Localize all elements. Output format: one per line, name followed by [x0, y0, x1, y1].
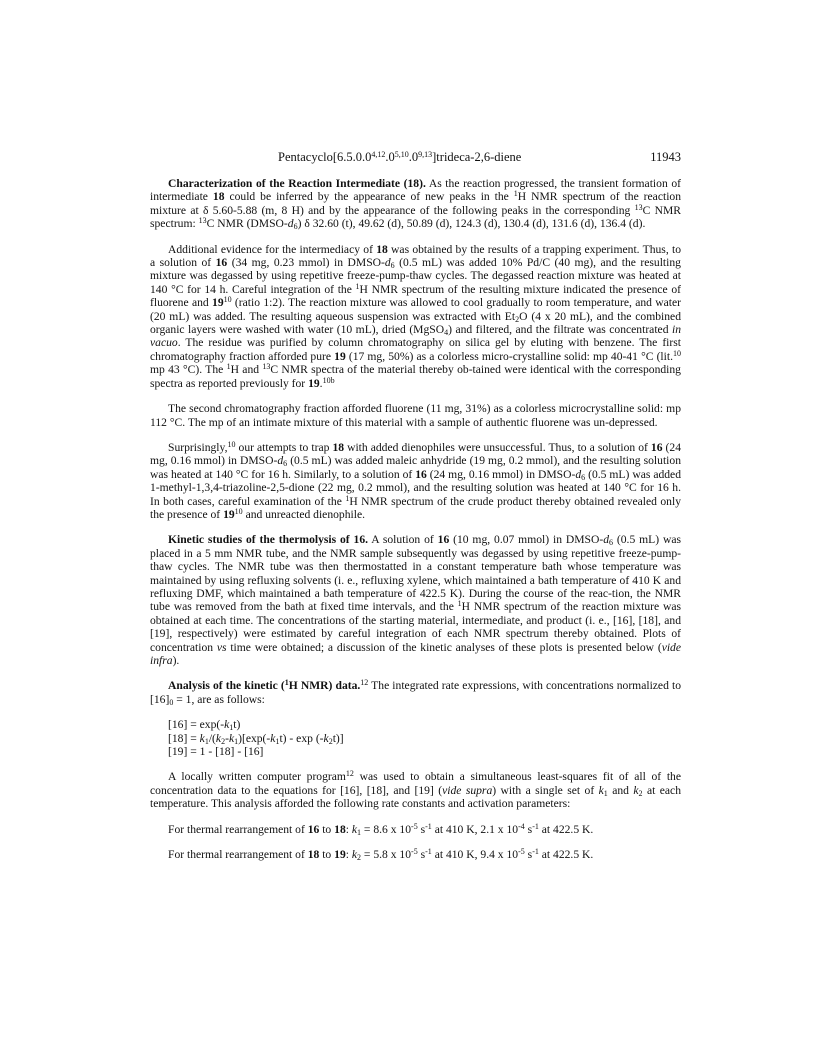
running-title: Pentacyclo[6.5.0.0$^{4,12}$.0$^{5,10}$.0$^{9,13}$]trideca-2,6-diene — [278, 150, 522, 164]
equation-19: [19] = 1 - [18] - [16] — [168, 745, 264, 759]
paragraph-kinetic-analysis: Analysis of the kinetic ($^1$H NMR) data.$^{12}$ The integrated rate expressions, with concentrations normalized to $[16]_0 = 1$, are as follows: — [150, 678, 681, 707]
rate-constant-k1: For thermal rearrangement of 16 to 18: $k_1 = 8.6$ x $10^{-5}$ $s^{-1}$ at 410 K, 2.1 x $10^{-4}$ $s^{-1}$ at 422.5 K. — [168, 821, 594, 837]
equation-16: $[16] = \exp(-k_1t)$ — [168, 718, 241, 733]
paragraph-kinetic-studies: Kinetic studies of the thermolysis of 16. A solution of 16 (10 mg, 0.07 mmol) in DMSO-$d_6$ (0.5 mL) was placed in a 5 mm NMR tube, and the NMR sample subsequently was degassed by using repetitive freeze-pump-thaw cycles. The NMR tube was then thermostatted in a constant temperature bath whose temperature was maintained by using refluxing solvents (i. e., refluxing xylene, which maintained a bath temperature of 410 K and refluxing DMF, which maintained a bath temperature of 422.5 K). During the course of the reac-tion, the NMR tube was removed from the bath at fixed time intervals, and the $^1$H NMR spectrum of the reaction mixture was obtained at each time. The concentrations of the starting material, intermediate, and product (i. e., [16], [18], and [19], respectively) were estimated by careful integration of each NMR spectrum thereby obtained. Plots of concentration vs time were obtained; a discussion of the kinetic analyses of these plots is presented below (vide infra). — [150, 533, 681, 667]
rate-constant-k2: For thermal rearrangement of 18 to 19: $k_2 = 5.8$ x $10^{-5}$ $s^{-1}$ at 410 K, 9.4 x $10^{-5}$ $s^{-1}$ at 422.5 K. — [168, 847, 594, 863]
rate-equations — [150, 718, 681, 758]
paragraph-trapping-experiment: Additional evidence for the intermediacy of 18 was obtained by the results of a trapping experiment. Thus, to a solution of 16 (34 mg, 0.23 mmol) in DMSO-$d_6$ (0.5 mL) was added 10% Pd/C (40 mg), and the resulting mixture was degassed by using repetitive freeze-pump-thaw cycles. The degassed reaction mixture was heated at 140 °C for 14 h. Careful integration of the $^1$H NMR spectrum of the resulting mixture indicated the presence of fluorene and $19^{10}$ (ratio 1:2). The reaction mixture was allowed to cool gradually to room temperature, and water (20 mL) was added. The resulting aqueous suspension was extracted with $Et_2O$ (4 x 20 mL), and the combined organic layers were washed with water (10 mL), dried (MgSO$_4$) and filtered, and the filtrate was concentrated in vacuo. The residue was purified by column chromatography on silica gel by eluting with benzene. The first chromatography fraction afforded pure 19 (17 mg, 50%) as a colorless micro-crystalline solid: mp 40-41 °C (lit.$^{10}$ mp 43 °C). The $^1$H and $^{13}$C NMR spectra of the material thereby ob-tained were identical with the corresponding spectra as reported previously for 19.$^{10b}$ — [150, 242, 682, 390]
article-body — [150, 177, 681, 873]
paragraph-intermediate-characterization: Characterization of the Reaction Intermediate (18). As the reaction progressed, the transient formation of intermediate 18 could be inferred by the appearance of new peaks in the $^1$H NMR spectrum of the reaction mixture at δ 5.60-5.88 (m, 8 H) and by the appearance of the following peaks in the corresponding $^{13}$C NMR spectrum: $^{13}$C NMR $(DMSO-d_6)$ δ 32.60 (t), 49.62 (d), 50.89 (d), 124.3 (d), 130.4 (d), 131.6 (d), 136.4 (d). — [150, 177, 682, 232]
paragraph-dienophile-trapping: Surprisingly,$^{10}$ our attempts to trap 18 with added dienophiles were unsuccessful. Thus, to a solution of 16 (24 mg, 0.16 mmol) in DMSO-$d_6$ (0.5 mL) was added maleic anhydride (19 mg, 0.2 mmol), and the resulting solution was heated at 140 °C for 16 h. Similarly, to a solution of 16 (24 mg, 0.16 mmol) in DMSO-$d_6$ (0.5 mL) was added 1-methyl-1,3,4-triazoline-2,5-dione (22 mg, 0.2 mmol), and the resulting solution was heated at 140 °C for 16 h. In both cases, careful examination of the $^1$H NMR spectrum of the crude product thereby obtained revealed only the presence of $19^{10}$ and unreacted dienophile. — [150, 439, 682, 521]
paragraph-fluorene-fraction: The second chromatography fraction afforded fluorene (11 mg, 31%) as a colorless microcrystalline solid: mp 112 °C. The mp of an intimate mixture of this material with a sample of authentic fluorene was un-depressed. — [150, 402, 681, 429]
page-number: 11943 — [650, 150, 681, 164]
paragraph-least-squares: A locally written computer program$^{12}$ was used to obtain a simultaneous least-squares fit of all of the concentration data to the equations for [16], [18], and [19] (vide supra) with a single set of $k_1$ and $k_2$ at each temperature. This analysis afforded the following rate constants and activation parameters: — [150, 769, 681, 811]
running-header — [150, 150, 681, 168]
equation-18: $[18] = k_1/(k_2-k_1)[\exp(-k_1t) - \exp (-k_2t)]$ — [168, 731, 344, 746]
